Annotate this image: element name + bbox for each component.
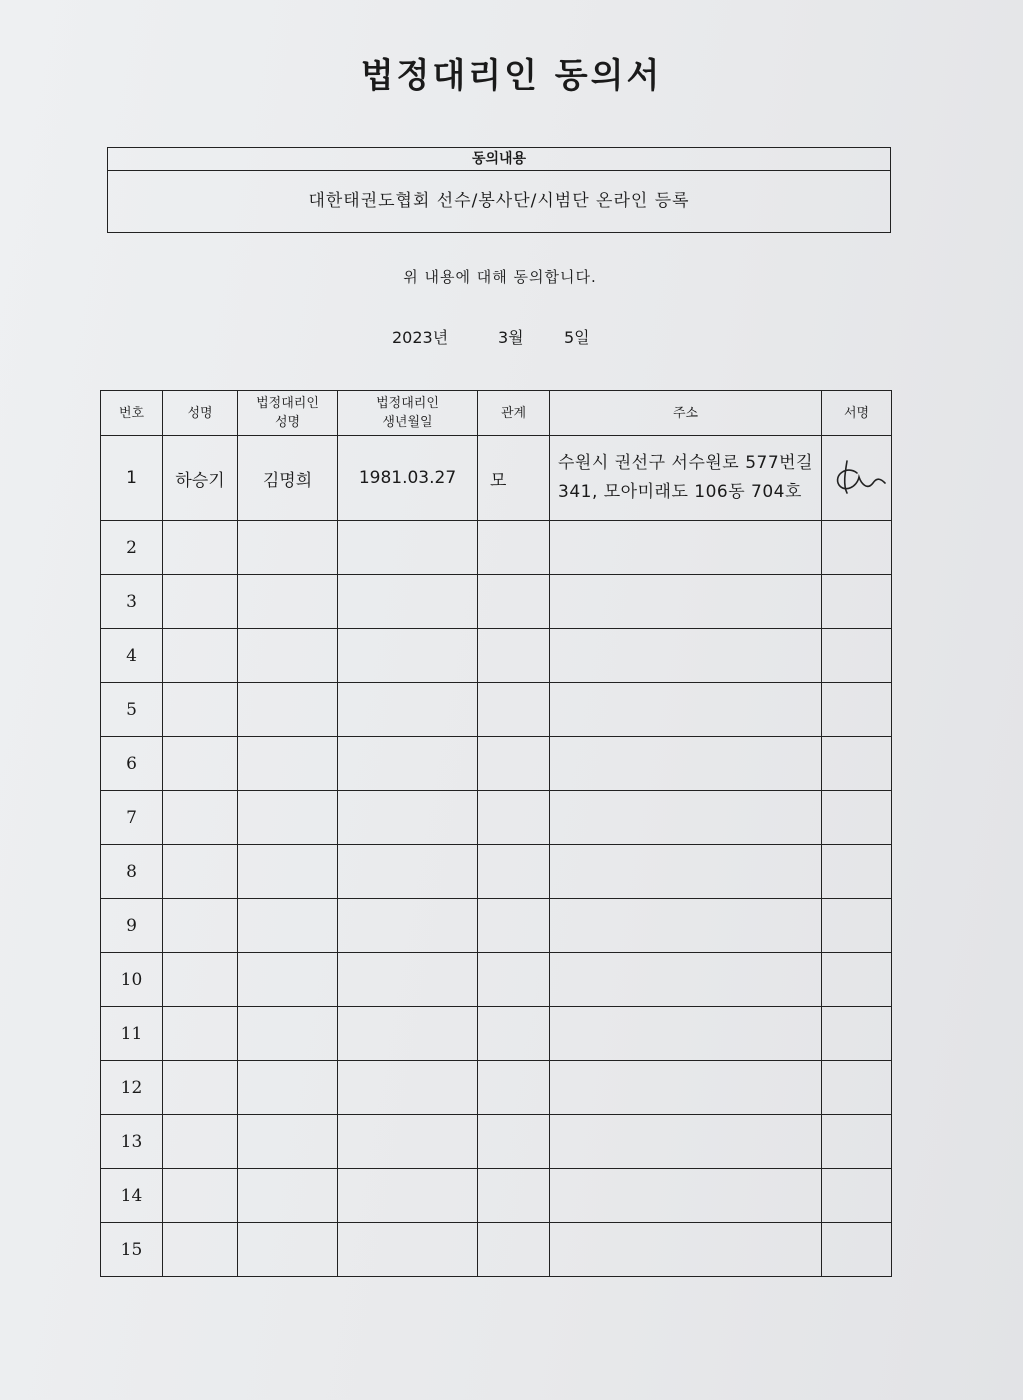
cell-name [163,845,238,899]
cell-birth [338,629,478,683]
cell-signature [822,737,892,791]
cell-relation [478,845,550,899]
cell-signature [822,791,892,845]
cell-birth [338,683,478,737]
cell-guardian [238,737,338,791]
date-month: 3월 [498,328,524,347]
cell-signature [822,1061,892,1115]
cell-no: 8 [101,845,163,899]
cell-guardian [238,953,338,1007]
cell-relation [478,683,550,737]
header-relation: 관계 [478,391,550,436]
table-row [101,1115,892,1169]
cell-name [163,1061,238,1115]
cell-address [550,845,822,899]
cell-name: 하승기 [163,436,238,521]
cell-address [550,1223,822,1277]
header-number: 번호 [101,391,163,436]
cell-guardian [238,1223,338,1277]
cell-no: 2 [101,521,163,575]
cell-address [550,521,822,575]
cell-name [163,737,238,791]
cell-no: 13 [101,1115,163,1169]
cell-no: 12 [101,1061,163,1115]
cell-birth [338,845,478,899]
cell-signature [822,575,892,629]
cell-name [163,629,238,683]
cell-signature [822,845,892,899]
cell-birth [338,1061,478,1115]
cell-guardian [238,1007,338,1061]
cell-relation [478,629,550,683]
cell-relation [478,953,550,1007]
cell-no: 9 [101,899,163,953]
cell-birth [338,1115,478,1169]
cell-guardian [238,629,338,683]
cell-name [163,683,238,737]
cell-birth [338,1169,478,1223]
cell-name [163,1223,238,1277]
cell-guardian [238,575,338,629]
cell-name [163,575,238,629]
cell-guardian [238,1115,338,1169]
cell-name [163,953,238,1007]
cell-guardian [238,1169,338,1223]
handwritten-signature [827,453,887,503]
cell-address: 수원시 권선구 서수원로 577번길 341, 모아미래도 106동 704호 [550,436,822,521]
cell-guardian [238,1061,338,1115]
header-address: 주소 [550,391,822,436]
guardian-table [100,390,892,1277]
cell-signature [822,1223,892,1277]
table-row [101,791,892,845]
table-row [101,1061,892,1115]
cell-signature [822,1169,892,1223]
table-row [101,436,892,521]
cell-relation [478,737,550,791]
date-day: 5일 [564,328,590,347]
header-guardian-birth [338,391,478,436]
cell-no: 11 [101,1007,163,1061]
table-header-row [101,391,892,436]
cell-signature [822,953,892,1007]
table-row [101,629,892,683]
table-row [101,737,892,791]
cell-no: 14 [101,1169,163,1223]
cell-no: 5 [101,683,163,737]
table-row [101,899,892,953]
cell-name [163,1115,238,1169]
consent-content-box [107,147,891,233]
cell-guardian [238,845,338,899]
header-guardian-name-line1: 법정대리인 [256,396,319,411]
cell-birth [338,1007,478,1061]
cell-name [163,899,238,953]
cell-relation [478,575,550,629]
cell-signature [822,1007,892,1061]
cell-address [550,1061,822,1115]
cell-name [163,791,238,845]
cell-guardian [238,521,338,575]
cell-signature [822,899,892,953]
table-row [101,953,892,1007]
cell-address [550,899,822,953]
cell-birth [338,899,478,953]
cell-birth [338,1223,478,1277]
cell-signature [822,629,892,683]
consent-header: 동의내용 [108,148,890,171]
cell-birth [338,575,478,629]
cell-birth: 1981.03.27 [338,436,478,521]
cell-no: 6 [101,737,163,791]
cell-guardian [238,683,338,737]
cell-birth [338,521,478,575]
cell-address [550,629,822,683]
cell-no: 1 [101,436,163,521]
header-guardian-birth-line1: 법정대리인 [376,396,439,411]
table-row [101,845,892,899]
cell-relation [478,1061,550,1115]
cell-relation [478,1115,550,1169]
cell-name [163,1169,238,1223]
page-title: 법정대리인 동의서 [360,56,663,96]
cell-relation [478,521,550,575]
cell-guardian: 김명희 [238,436,338,521]
cell-address [550,1007,822,1061]
table-row [101,1007,892,1061]
cell-signature [822,436,892,521]
cell-no: 10 [101,953,163,1007]
agree-statement: 위 내용에 대해 동의합니다. [403,268,597,286]
cell-guardian [238,899,338,953]
cell-address [550,1115,822,1169]
table-row [101,683,892,737]
cell-address [550,737,822,791]
table-row [101,575,892,629]
cell-relation [478,1007,550,1061]
cell-signature [822,683,892,737]
cell-guardian [238,791,338,845]
cell-birth [338,953,478,1007]
cell-no: 15 [101,1223,163,1277]
cell-relation: 모 [478,436,550,521]
cell-relation [478,899,550,953]
header-guardian-name [238,391,338,436]
cell-relation [478,791,550,845]
header-guardian-name-line2: 성명 [274,415,301,430]
cell-address [550,953,822,1007]
cell-birth [338,737,478,791]
header-name: 성명 [163,391,238,436]
cell-address [550,791,822,845]
cell-signature [822,521,892,575]
cell-no: 4 [101,629,163,683]
cell-no: 3 [101,575,163,629]
cell-relation [478,1169,550,1223]
header-signature: 서명 [822,391,892,436]
header-guardian-birth-line2: 생년월일 [382,415,433,430]
cell-relation [478,1223,550,1277]
table-row [101,521,892,575]
cell-address [550,575,822,629]
consent-body: 대한태권도협회 선수/봉사단/시범단 온라인 등록 [308,191,690,211]
table-row [101,1223,892,1277]
cell-address [550,1169,822,1223]
cell-address [550,683,822,737]
cell-no: 7 [101,791,163,845]
table-row [101,1169,892,1223]
cell-birth [338,791,478,845]
cell-signature [822,1115,892,1169]
date-year: 2023년 [392,328,449,347]
cell-name [163,1007,238,1061]
cell-name [163,521,238,575]
